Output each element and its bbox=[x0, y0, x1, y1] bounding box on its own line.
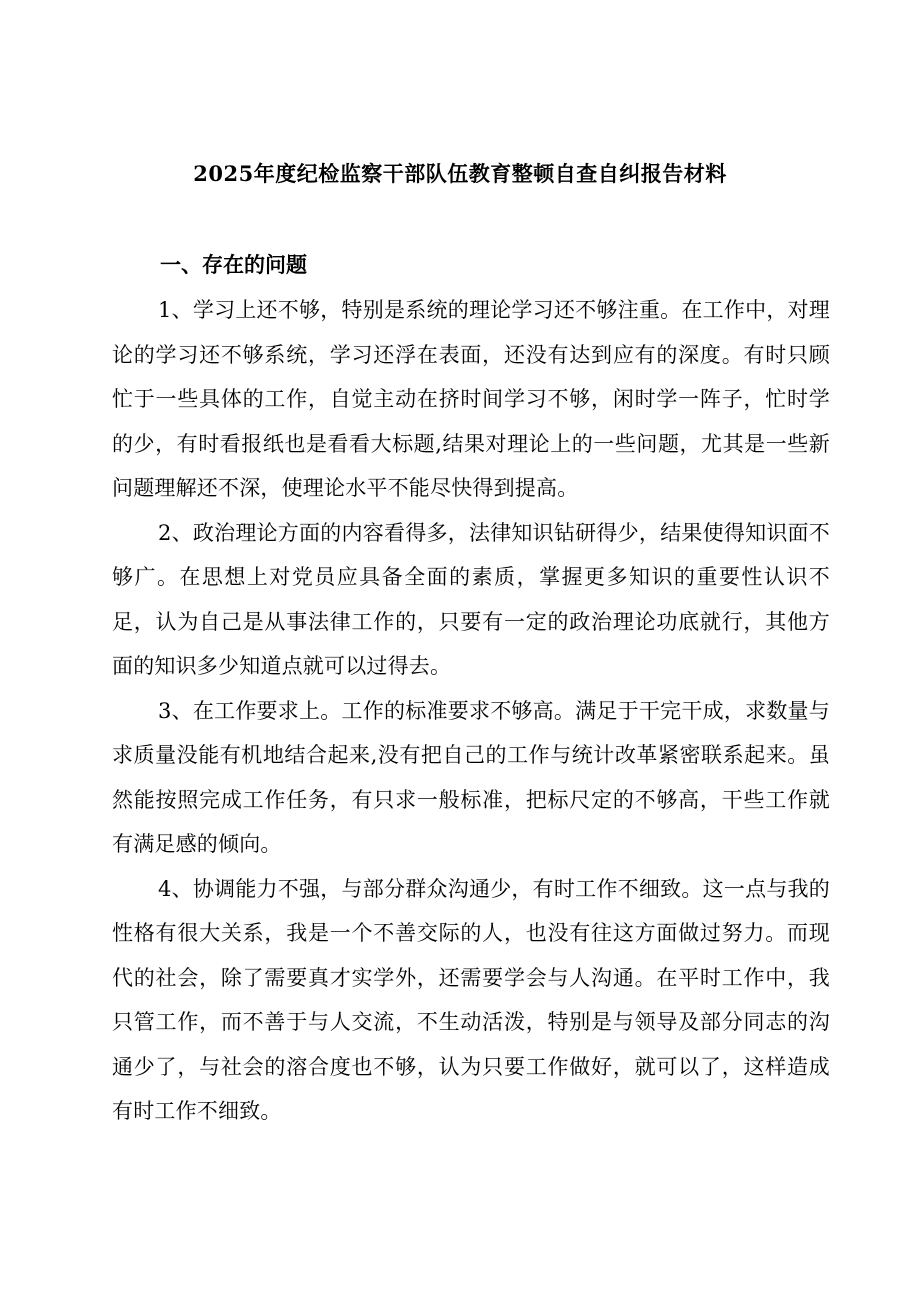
paragraph-2: 2、政治理论方面的内容看得多，法律知识钻研得少，结果使得知识面不够广。在思想上对党员应具备全面的素质，掌握更多知识的重要性认识不足，认为自己是从事法律工作的，只要有一定的政治理论功底就行，其他方面的知识多少知道点就可以过得去。 bbox=[112, 520, 830, 678]
paragraph-3: 3、在工作要求上。工作的标准要求不够高。满足于干完干成，求数量与求质量没能有机地结合起来,没有把自己的工作与统计改革紧密联系起来。虽然能按照完成工作任务，有只求一般标准，把标尺定的不够高，干些工作就有满足感的倾向。 bbox=[112, 698, 830, 856]
document-body bbox=[112, 288, 830, 1134]
document-title: 2025年度纪检监察干部队伍教育整顿自查自纠报告材料 bbox=[193, 161, 727, 186]
paragraph-4: 4、协调能力不强，与部分群众沟通少，有时工作不细致。这一点与我的性格有很大关系，我是一个不善交际的人，也没有往这方面做过努力。而现代的社会，除了需要真才实学外，还需要学会与人沟通。在平时工作中，我只管工作，而不善于与人交流，不生动活泼，特别是与领导及部分同志的沟通少了，与社会的溶合度也不够，认为只要工作做好，就可以了，这样造成有时工作不细致。 bbox=[112, 876, 830, 1123]
paragraph-1: 1、学习上还不够，特别是系统的理论学习还不够注重。在工作中，对理论的学习还不够系统，学习还浮在表面，还没有达到应有的深度。有时只顾忙于一些具体的工作，自觉主动在挤时间学习不够，闲时学一阵子，忙时学的少，有时看报纸也是看看大标题,结果对理论上的一些问题，尤其是一些新问题理解还不深，使理论水平不能尽快得到提高。 bbox=[112, 298, 830, 500]
section-heading: 一、存在的问题 bbox=[160, 252, 307, 277]
